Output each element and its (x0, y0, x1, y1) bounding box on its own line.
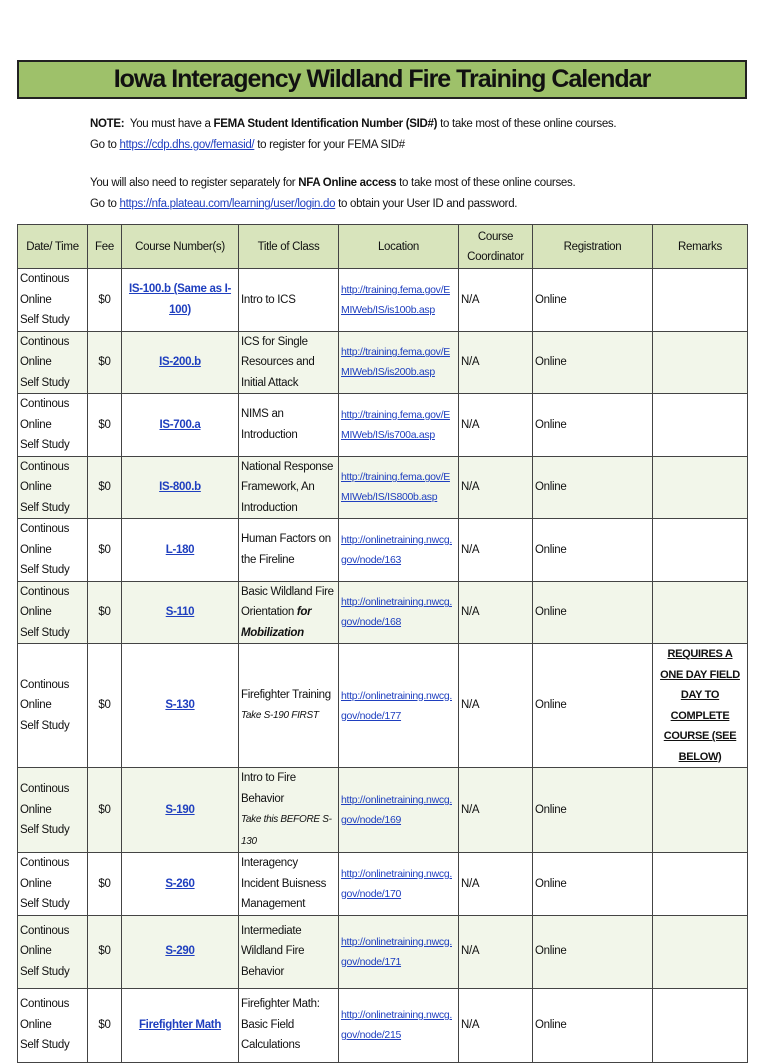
title-cell (239, 394, 339, 457)
date-line: Continous Online (20, 783, 70, 816)
date-line: Self Study (20, 719, 70, 732)
location-cell (339, 269, 459, 332)
table-row (18, 581, 748, 644)
registration-cell: Online (533, 915, 653, 988)
location-cell (339, 853, 459, 916)
location-cell (339, 644, 459, 768)
col-header-remarks: Remarks (653, 225, 748, 269)
remarks-cell (653, 853, 748, 916)
class-title: Firefighter Training (241, 688, 331, 701)
note-line-3 (90, 173, 616, 194)
date-line: Continous Online (20, 460, 70, 493)
coordinator-cell: N/A (459, 394, 533, 457)
date-line: Self Study (20, 1039, 70, 1052)
note-bold: NFA Online access (298, 177, 397, 189)
col-header-fee: Fee (88, 225, 122, 269)
fee-cell: $0 (88, 269, 122, 332)
class-title: National Response Framework, An Introduction (241, 460, 334, 514)
fee-cell: $0 (88, 394, 122, 457)
remarks-cell (653, 394, 748, 457)
table-row (18, 853, 748, 916)
table-row (18, 915, 748, 988)
table-row (18, 394, 748, 457)
date-line: Self Study (20, 626, 70, 639)
course-number-link[interactable]: IS-700.a (122, 394, 239, 457)
date-cell (18, 394, 88, 457)
remarks-cell (653, 915, 748, 988)
note-text: to take most of these online courses. (437, 118, 617, 130)
coordinator-cell: N/A (459, 581, 533, 644)
date-line: Self Study (20, 564, 70, 576)
title-cell (239, 456, 339, 519)
registration-cell: Online (533, 519, 653, 582)
table-row (18, 644, 748, 768)
date-cell (18, 269, 88, 332)
date-line: Continous Online (20, 924, 70, 958)
note-text: You must have a (129, 118, 214, 130)
note-text: You will also need to register separately for (90, 177, 299, 189)
location-cell (339, 988, 459, 1062)
class-title: Firefighter Math: Basic Field Calculations (241, 998, 320, 1052)
date-line: Self Study (20, 501, 70, 514)
course-number-link[interactable]: S-190 (122, 768, 239, 853)
title-cell (239, 581, 339, 644)
header-row (18, 225, 748, 269)
course-number-link[interactable]: S-130 (122, 644, 239, 768)
class-title: NIMS an Introduction (241, 408, 298, 441)
registration-cell: Online (533, 456, 653, 519)
table-row (18, 456, 748, 519)
date-line: Continous Online (20, 585, 70, 618)
remarks-cell (653, 768, 748, 853)
date-line: Continous Online (20, 335, 70, 368)
date-line: Continous Online (20, 678, 70, 712)
fee-cell: $0 (88, 915, 122, 988)
title-cell (239, 988, 339, 1062)
fee-cell: $0 (88, 519, 122, 582)
class-title: Basic Wildland Fire Orientation (241, 585, 334, 618)
table-row (18, 988, 748, 1062)
coordinator-cell: N/A (459, 519, 533, 582)
location-link[interactable]: http://onlinetraining.nwcg.gov/node/170 (341, 867, 452, 900)
note-line-4 (90, 194, 616, 215)
registration-cell: Online (533, 644, 653, 768)
course-number-link[interactable]: S-260 (122, 853, 239, 916)
title-cell (239, 768, 339, 853)
remarks-cell (653, 456, 748, 519)
course-number-link[interactable]: S-290 (122, 915, 239, 988)
date-line: Self Study (20, 898, 70, 910)
location-cell (339, 519, 459, 582)
location-cell (339, 394, 459, 457)
date-line: Self Study (20, 314, 70, 326)
coordinator-header-line: Course (477, 230, 514, 243)
table-row (18, 331, 748, 394)
title-cell (239, 644, 339, 768)
location-link[interactable]: http://training.fema.gov/EMIWeb/IS/is100b.asp (341, 283, 450, 316)
registration-cell: Online (533, 853, 653, 916)
note-text: to register for your FEMA SID# (254, 139, 405, 151)
training-table (17, 224, 748, 1063)
note-line-2 (90, 135, 616, 156)
title-cell (239, 915, 339, 988)
fee-cell: $0 (88, 456, 122, 519)
col-header-location: Location (339, 225, 459, 269)
class-title: Interagency Incident Buisness Management (241, 857, 327, 910)
remarks-cell (653, 988, 748, 1062)
col-header-title: Title of Class (239, 225, 339, 269)
remarks-cell (653, 269, 748, 332)
note-bold: FEMA Student Identification Number (SID#) (213, 118, 438, 130)
coordinator-cell: N/A (459, 768, 533, 853)
registration-cell: Online (533, 768, 653, 853)
title-banner (17, 60, 747, 99)
class-title: Human Factors on the Fireline (241, 533, 331, 566)
note-text: to obtain your User ID and password. (335, 198, 518, 210)
registration-cell: Online (533, 269, 653, 332)
table-row (18, 768, 748, 853)
remarks-cell (653, 581, 748, 644)
class-title: Intro to Fire Behavior (241, 772, 296, 805)
coordinator-cell: N/A (459, 988, 533, 1062)
fee-cell: $0 (88, 853, 122, 916)
table-row (18, 269, 748, 332)
location-link[interactable]: http://onlinetraining.nwcg.gov/node/171 (341, 935, 452, 968)
course-number-link[interactable]: IS-800.b (122, 456, 239, 519)
fee-cell: $0 (88, 644, 122, 768)
title-cell (239, 331, 339, 394)
coordinator-cell: N/A (459, 269, 533, 332)
page-title: Iowa Interagency Wildland Fire Training Calendar (113, 65, 651, 93)
femasid-link[interactable]: https://cdp.dhs.gov/femasid/ (119, 139, 255, 151)
date-line: Self Study (20, 965, 70, 978)
note-label: NOTE: (90, 118, 125, 130)
date-line: Continous Online (20, 398, 70, 431)
date-cell (18, 644, 88, 768)
registration-cell: Online (533, 331, 653, 394)
date-cell (18, 853, 88, 916)
col-header-date: Date/ Time (18, 225, 88, 269)
class-title-emphasis: for Mobilization (241, 606, 312, 639)
date-cell (18, 915, 88, 988)
location-cell (339, 581, 459, 644)
registration-cell: Online (533, 581, 653, 644)
notes-section (90, 114, 616, 215)
coordinator-cell: N/A (459, 644, 533, 768)
location-cell (339, 331, 459, 394)
registration-cell: Online (533, 988, 653, 1062)
location-link[interactable]: http://onlinetraining.nwcg.gov/node/177 (341, 689, 452, 722)
date-line: Continous Online (20, 523, 70, 556)
fee-cell: $0 (88, 331, 122, 394)
location-cell (339, 768, 459, 853)
date-cell (18, 581, 88, 644)
date-cell (18, 456, 88, 519)
date-cell (18, 519, 88, 582)
col-header-coordinator (459, 225, 533, 269)
date-line: Self Study (20, 824, 70, 837)
course-number-link[interactable]: Firefighter Math (122, 988, 239, 1062)
location-link[interactable]: http://training.fema.gov/EMIWeb/IS/IS800b.asp (341, 471, 450, 504)
note-text: Go to (90, 139, 120, 151)
fee-cell: $0 (88, 988, 122, 1062)
class-title: Intermediate Wildland Fire Behavior (241, 924, 305, 978)
date-line: Continous Online (20, 273, 70, 306)
registration-cell: Online (533, 394, 653, 457)
coordinator-cell: N/A (459, 456, 533, 519)
date-line: Continous Online (20, 998, 70, 1031)
class-title: Intro to ICS (241, 293, 296, 306)
location-link[interactable]: http://onlinetraining.nwcg.gov/node/215 (341, 1009, 452, 1041)
location-link[interactable]: http://training.fema.gov/EMIWeb/IS/is200b.asp (341, 346, 450, 379)
date-cell (18, 988, 88, 1062)
title-cell (239, 519, 339, 582)
nfa-login-link[interactable]: https://nfa.plateau.com/learning/user/login.do (119, 198, 336, 210)
title-cell (239, 269, 339, 332)
remarks-cell (653, 331, 748, 394)
col-header-registration: Registration (533, 225, 653, 269)
location-link[interactable]: http://onlinetraining.nwcg.gov/node/163 (341, 533, 452, 566)
location-link[interactable]: http://onlinetraining.nwcg.gov/node/168 (341, 596, 452, 629)
class-title-note: Take this BEFORE S-130 (241, 814, 332, 847)
location-cell (339, 456, 459, 519)
course-number-link[interactable]: IS-200.b (122, 331, 239, 394)
note-text: to take most of these online courses. (396, 177, 576, 189)
date-line: Self Study (20, 376, 70, 389)
location-link[interactable]: http://training.fema.gov/EMIWeb/IS/is700a.asp (341, 408, 450, 441)
coordinator-cell: N/A (459, 331, 533, 394)
col-header-course: Course Number(s) (122, 225, 239, 269)
course-number-link[interactable]: S-110 (122, 581, 239, 644)
note-text: Go to (90, 198, 120, 210)
table-row (18, 519, 748, 582)
course-number-link[interactable]: IS-100.b (Same as I-100) (122, 269, 239, 332)
date-line: Self Study (20, 439, 70, 451)
coordinator-cell: N/A (459, 915, 533, 988)
location-link[interactable]: http://onlinetraining.nwcg.gov/node/169 (341, 794, 452, 826)
class-title-note: Take S-190 FIRST (241, 710, 319, 721)
title-cell (239, 853, 339, 916)
date-cell (18, 768, 88, 853)
class-title: ICS for Single Resources and Initial Attack (241, 335, 315, 389)
remarks-cell: REQUIRES A ONE DAY FIELD DAY TO COMPLETE COURSE (SEE BELOW) (653, 644, 748, 768)
course-number-link[interactable]: L-180 (122, 519, 239, 582)
date-line: Continous Online (20, 857, 70, 890)
fee-cell: $0 (88, 768, 122, 853)
location-cell (339, 915, 459, 988)
coordinator-cell: N/A (459, 853, 533, 916)
date-cell (18, 331, 88, 394)
remarks-cell (653, 519, 748, 582)
coordinator-header-line: Coordinator (467, 250, 524, 263)
note-line-1 (90, 114, 616, 135)
fee-cell: $0 (88, 581, 122, 644)
